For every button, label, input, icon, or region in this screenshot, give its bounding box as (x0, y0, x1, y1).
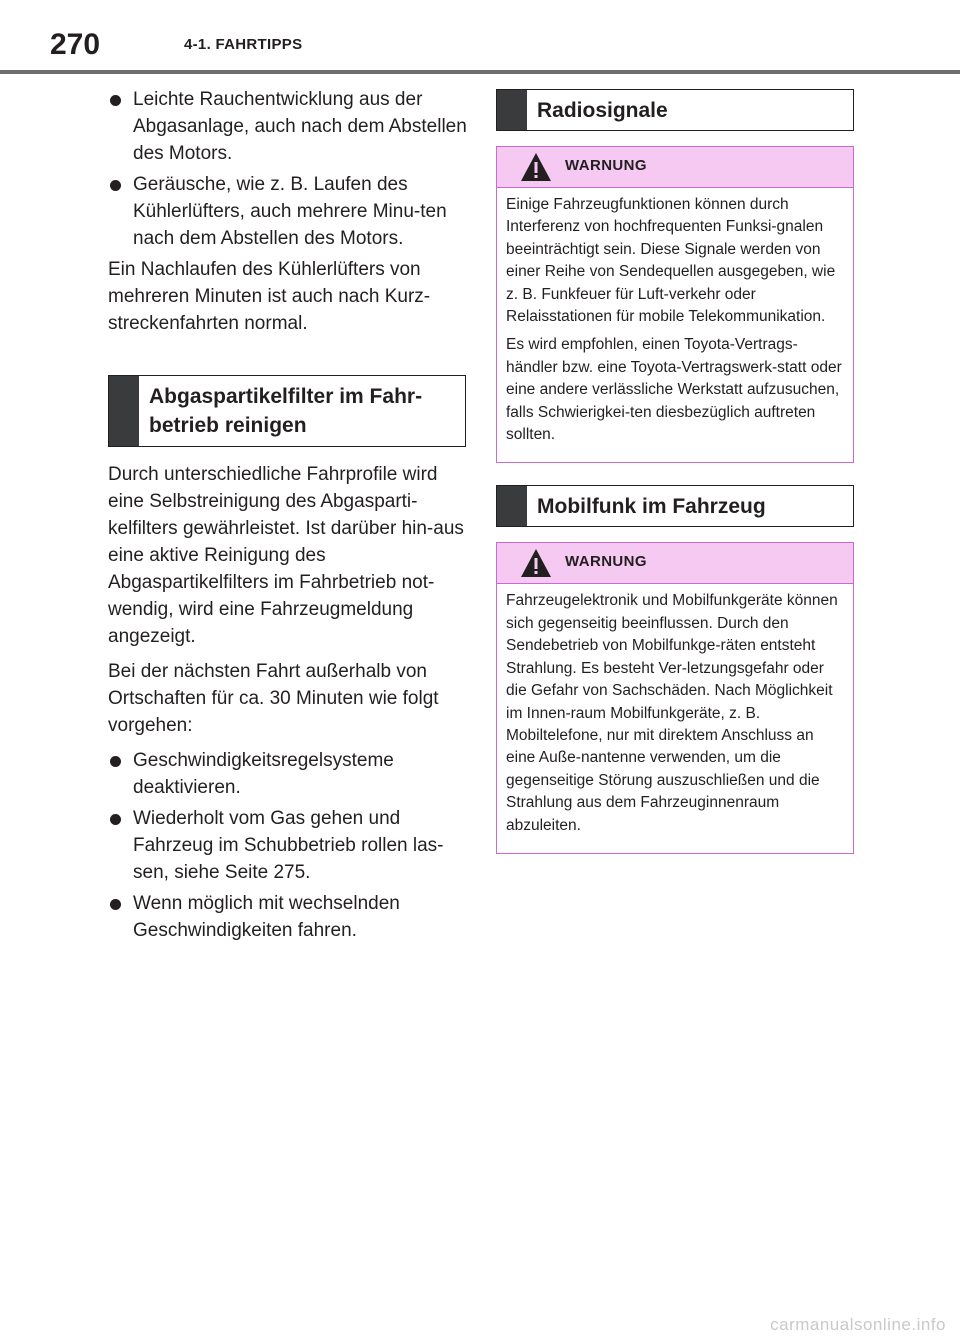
bullet-dot-icon (110, 899, 121, 910)
section-heading-bar (497, 90, 527, 130)
bullet-item (108, 86, 468, 167)
warning-header (497, 147, 853, 188)
bullet-dot-icon (110, 180, 121, 191)
section-heading: Radiosignale (537, 98, 668, 122)
warning-triangle-icon (519, 547, 553, 579)
bullet-text: Wenn möglich mit wechselnden Geschwindigkeiten fahren. (133, 893, 400, 941)
section-heading-box (108, 375, 466, 447)
warning-text: Fahrzeugelektronik und Mobilfunkgeräte können sich gegenseitig beeinflussen. Durch den Sendebetrieb von Mobilfunkge-räten entsteht Strahlung. Es besteht Ver-letzungsgefahr oder die Gefahr von Sachschäden. Nach Möglichkeit im Innen-raum Mobilfunkgeräte, z. B. Mobiltelefone, nur mit direktem Anschluss an eine Auße-nantenne verwenden, um die gegenseitige Störung auszuschließen und die Strahlung aus dem Fahrzeuginnenraum abzuleiten. (506, 592, 838, 834)
section-heading-bar (109, 376, 139, 446)
page-header (0, 0, 960, 76)
bullet-item (108, 747, 468, 801)
bullet-text: Geschwindigkeitsregelsysteme deaktivieren. (133, 750, 394, 798)
warning-text: Einige Fahrzeugfunktionen können durch Interferenz von hochfrequenten Funksi-gnalen beeinträchtigt sein. Diese Signale werden von einer Reihe von Sendequellen ausgegeben, wie z. B. Funkfeuer für Luft-verkehr oder Relaisstationen für mobile Telekommunikation. (506, 196, 836, 326)
warning-body (497, 584, 853, 852)
warning-header (497, 543, 853, 584)
bullet-text: Geräusche, wie z. B. Laufen des Kühlerlüfters, auch mehrere Minu-ten nach dem Abstellen des Motors. (133, 174, 447, 249)
warning-box (496, 146, 854, 463)
right-column (496, 89, 854, 854)
warning-triangle-icon (519, 151, 553, 183)
warning-body (497, 188, 853, 462)
header-rule (0, 70, 960, 74)
bullet-item (108, 805, 468, 886)
warning-text: Es wird empfohlen, einen Toyota-Vertrags-händler bzw. eine Toyota-Vertragswerk-statt oder eine andere verlässliche Werkstatt aufzusuchen, falls Schwierigkei-ten diesbezüglich auftreten sollten. (506, 336, 842, 444)
bullet-dot-icon (110, 756, 121, 767)
warning-label: WARNUNG (565, 157, 647, 174)
warning-box (496, 542, 854, 853)
page-number: 270 (50, 28, 101, 61)
bullet-dot-icon (110, 95, 121, 106)
section-heading-box (496, 485, 854, 527)
paragraph: Durch unterschiedliche Fahrprofile wird eine Selbstreinigung des Abgasparti-kelfilters gewährleistet. Ist darüber hin-aus eine aktive Reinigung des Abgaspartikelfilters im Fahrbetrieb not-wendig, wird eine Fahrzeugmeldung angezeigt. (108, 464, 464, 647)
watermark: carmanualsonline.info (770, 1315, 946, 1334)
paragraph: Bei der nächsten Fahrt außerhalb von Ortschaften für ca. 30 Minuten wie folgt vorgehen: (108, 661, 439, 736)
bullet-item (108, 171, 468, 252)
section-heading-box (496, 89, 854, 131)
section-heading-bar (497, 486, 527, 526)
bullet-item (108, 890, 468, 944)
paragraph: Ein Nachlaufen des Kühlerlüfters von mehreren Minuten ist auch nach Kurz-streckenfahrten normal. (108, 259, 431, 334)
warning-label: WARNUNG (565, 553, 647, 571)
section-heading: Mobilfunk im Fahrzeug (537, 494, 766, 518)
bullet-text: Wiederholt vom Gas gehen und Fahrzeug im Schubbetrieb rollen las-sen, siehe Seite 275. (133, 808, 444, 883)
bullet-text: Leichte Rauchentwicklung aus der Abgasanlage, auch nach dem Abstellen des Motors. (133, 89, 467, 164)
section-heading: Abgaspartikelfilter im Fahr-betrieb reinigen (149, 385, 423, 437)
section-label: 4-1. FAHRTIPPS (184, 36, 303, 53)
left-column (108, 86, 468, 948)
bullet-dot-icon (110, 814, 121, 825)
